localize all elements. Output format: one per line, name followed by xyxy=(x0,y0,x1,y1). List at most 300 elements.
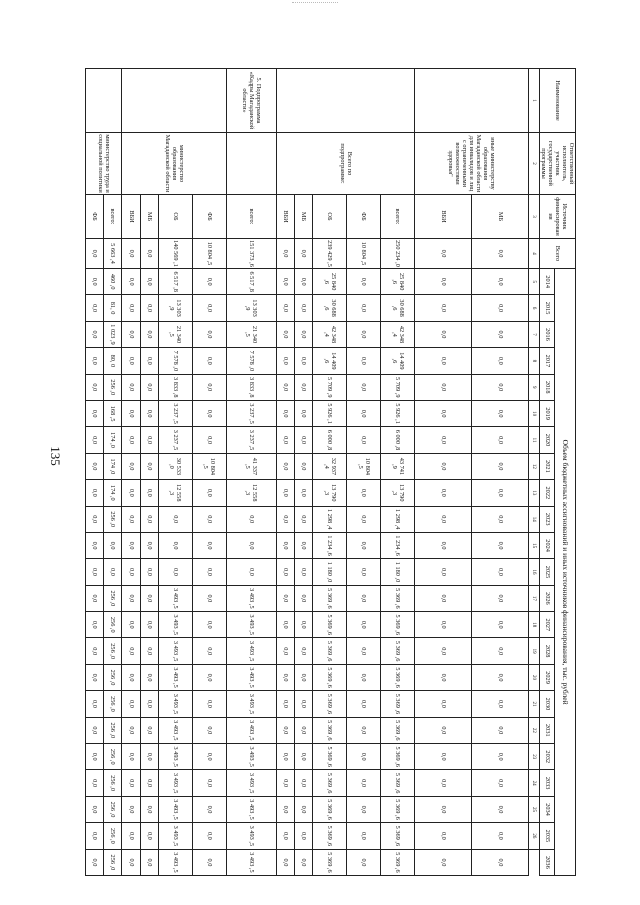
value-cell: 32 937 ,4 xyxy=(313,453,347,479)
value-cell: 0,0 xyxy=(472,532,529,558)
value-cell: 0,0 xyxy=(276,506,294,532)
value-cell: 0,0 xyxy=(276,453,294,479)
column-number: 25 xyxy=(529,796,540,822)
value-cell: 5 369 ,6 xyxy=(313,691,347,717)
value-cell: 3 493 ,5 xyxy=(158,691,192,717)
value-cell: 0,0 xyxy=(226,559,276,585)
value-cell: 0,0 xyxy=(86,823,104,849)
value-cell: 5 926 ,1 xyxy=(381,400,415,426)
value-cell: 0,0 xyxy=(295,453,313,479)
value-cell: 3 833 ,8 xyxy=(226,374,276,400)
value-cell: 3 493 ,5 xyxy=(158,638,192,664)
value-cell: 0,0 xyxy=(122,849,140,876)
value-cell: 0,0 xyxy=(192,717,226,743)
value-cell: 0,0 xyxy=(347,638,381,664)
value-cell: 0,0 xyxy=(86,295,104,321)
scan-mark xyxy=(292,2,338,6)
value-cell: 0,0 xyxy=(472,770,529,796)
value-cell: 0,0 xyxy=(86,849,104,876)
value-cell: 0,0 xyxy=(122,427,140,453)
value-cell: 0,0 xyxy=(276,532,294,558)
value-cell: 0,0 xyxy=(276,239,294,269)
page-number: 135 xyxy=(48,446,63,466)
column-number: 2 xyxy=(529,133,540,195)
column-number: 14 xyxy=(529,506,540,532)
value-cell: 0,0 xyxy=(276,295,294,321)
value-cell: 0,0 xyxy=(140,823,158,849)
header-total: Всего xyxy=(540,239,576,269)
value-cell: 0,0 xyxy=(347,849,381,876)
row-source: ОБ xyxy=(158,195,192,239)
year-header: 2023 xyxy=(540,506,555,532)
value-cell: 0,0 xyxy=(472,480,529,506)
column-number: 21 xyxy=(529,691,540,717)
value-cell: 0,0 xyxy=(276,321,294,347)
value-cell: 6 000 ,8 xyxy=(381,427,415,453)
value-cell: 0,0 xyxy=(347,612,381,638)
value-cell: 0,0 xyxy=(276,374,294,400)
value-cell: 0,0 xyxy=(140,612,158,638)
value-cell: 0,0 xyxy=(472,585,529,611)
value-cell: 6 517 ,8 xyxy=(226,269,276,295)
row-responsible: иные министерству образования Магаданской области для инвалидов и лиц с ограниченными возможностями здоровья" xyxy=(415,133,529,195)
row-program-name: 5. Подпрограмма «Кадры Магаданской области» xyxy=(226,69,276,133)
value-cell: 0,0 xyxy=(122,585,140,611)
value-cell: 0,0 xyxy=(295,559,313,585)
value-cell: 0,0 xyxy=(415,823,472,849)
value-cell: 0,0 xyxy=(295,717,313,743)
value-cell: 0,0 xyxy=(122,664,140,690)
value-cell: 25 840 ,6 xyxy=(381,269,415,295)
year-header: 2031 xyxy=(540,717,555,743)
row-responsible xyxy=(226,133,276,195)
year-header: 2029 xyxy=(540,664,555,690)
value-cell: 0,0 xyxy=(86,400,104,426)
year-header: 2026 xyxy=(540,585,555,611)
row-source: ФБ xyxy=(192,195,226,239)
value-cell: 3 493 ,5 xyxy=(158,664,192,690)
value-cell: 0,0 xyxy=(415,664,472,690)
value-cell: 25 840 ,6 xyxy=(313,269,347,295)
value-cell: 0,0 xyxy=(140,506,158,532)
value-cell: 0,0 xyxy=(122,506,140,532)
value-cell: 0,0 xyxy=(86,532,104,558)
value-cell: 0,0 xyxy=(86,239,104,269)
value-cell: 0,0 xyxy=(295,691,313,717)
column-number: 17 xyxy=(529,585,540,611)
value-cell: 0,0 xyxy=(226,506,276,532)
year-header: 2025 xyxy=(540,559,555,585)
value-cell: 0,0 xyxy=(295,506,313,532)
value-cell: 0,0 xyxy=(192,321,226,347)
value-cell: 10 804 ,5 xyxy=(347,453,381,479)
table-row xyxy=(226,69,276,876)
value-cell: 0,0 xyxy=(192,849,226,876)
year-header: 2030 xyxy=(540,691,555,717)
year-header: 2018 xyxy=(540,374,555,400)
value-cell: 5 369 ,6 xyxy=(381,796,415,822)
value-cell: 0,0 xyxy=(295,480,313,506)
value-cell: 0,0 xyxy=(86,348,104,374)
value-cell: 256 ,0 xyxy=(104,770,122,796)
value-cell: 0,0 xyxy=(347,295,381,321)
value-cell: 0,0 xyxy=(472,427,529,453)
value-cell: 1 023 ,9 xyxy=(104,321,122,347)
value-cell: 1 298 ,4 xyxy=(381,506,415,532)
value-cell: 0,0 xyxy=(276,427,294,453)
value-cell: 3 833 ,8 xyxy=(158,374,192,400)
value-cell: 0,0 xyxy=(472,295,529,321)
value-cell: 3 493 ,5 xyxy=(226,849,276,876)
value-cell: 0,0 xyxy=(86,638,104,664)
value-cell: 3 493 ,5 xyxy=(226,744,276,770)
value-cell: 5 369 ,6 xyxy=(313,796,347,822)
value-cell: 0,0 xyxy=(472,453,529,479)
value-cell: 0,0 xyxy=(472,849,529,876)
value-cell: 0,0 xyxy=(276,717,294,743)
value-cell: 0,0 xyxy=(472,664,529,690)
value-cell: 0,0 xyxy=(140,717,158,743)
row-program-name xyxy=(415,69,529,133)
value-cell: 0,0 xyxy=(192,427,226,453)
value-cell: 81, 0 xyxy=(104,295,122,321)
value-cell: 0,0 xyxy=(347,691,381,717)
value-cell: 256 ,0 xyxy=(104,506,122,532)
value-cell: 0,0 xyxy=(347,480,381,506)
value-cell: 13 790 ,3 xyxy=(381,480,415,506)
value-cell: 3 493 ,5 xyxy=(226,585,276,611)
value-cell: 0,0 xyxy=(415,427,472,453)
value-cell: 0,0 xyxy=(192,585,226,611)
value-cell: 250 234 ,0 xyxy=(381,239,415,269)
value-cell: 0,0 xyxy=(472,348,529,374)
value-cell: 3 237 ,5 xyxy=(158,400,192,426)
value-cell: 0,0 xyxy=(192,532,226,558)
value-cell: 0,0 xyxy=(472,717,529,743)
value-cell: 0,0 xyxy=(122,348,140,374)
year-header: 2016 xyxy=(540,321,555,347)
value-cell: 0,0 xyxy=(140,744,158,770)
value-cell: 5 369 ,6 xyxy=(381,717,415,743)
value-cell: 0,0 xyxy=(472,374,529,400)
value-cell: 0,0 xyxy=(472,638,529,664)
value-cell: 0,0 xyxy=(86,744,104,770)
value-cell: 0,0 xyxy=(104,532,122,558)
column-number: 16 xyxy=(529,559,540,585)
value-cell: 5 369 ,6 xyxy=(313,664,347,690)
row-program-name xyxy=(122,69,226,133)
value-cell: 0,0 xyxy=(347,585,381,611)
value-cell: 0,0 xyxy=(86,480,104,506)
value-cell: 5 369 ,6 xyxy=(381,585,415,611)
value-cell: 140 569 ,1 xyxy=(158,239,192,269)
column-number: 11 xyxy=(529,427,540,453)
value-cell: 0,0 xyxy=(276,664,294,690)
value-cell: 0,0 xyxy=(276,612,294,638)
row-responsible: министерство образования Магаданской области xyxy=(122,133,226,195)
value-cell: 30 688 ,6 xyxy=(381,295,415,321)
value-cell: 0,0 xyxy=(192,295,226,321)
value-cell: 0,0 xyxy=(295,849,313,876)
value-cell: 13 303 ,9 xyxy=(226,295,276,321)
value-cell: 0,0 xyxy=(276,691,294,717)
value-cell: 151 373 ,6 xyxy=(226,239,276,269)
column-number: 15 xyxy=(529,532,540,558)
value-cell: 5 369 ,6 xyxy=(381,638,415,664)
value-cell: 0,0 xyxy=(192,744,226,770)
value-cell: 3 493 ,5 xyxy=(158,849,192,876)
row-source: ВБИ xyxy=(122,195,140,239)
column-number-row xyxy=(529,69,540,876)
value-cell: 0,0 xyxy=(192,796,226,822)
value-cell: 256 ,0 xyxy=(104,585,122,611)
value-cell: 3 237 ,5 xyxy=(158,427,192,453)
value-cell: 3 493 ,5 xyxy=(226,612,276,638)
year-header: 2024 xyxy=(540,532,555,558)
value-cell: 0,0 xyxy=(140,453,158,479)
value-cell: 13 303 ,9 xyxy=(158,295,192,321)
column-number: 23 xyxy=(529,744,540,770)
value-cell: 0,0 xyxy=(472,321,529,347)
value-cell: 0,0 xyxy=(140,638,158,664)
value-cell: 0,0 xyxy=(415,770,472,796)
value-cell: 0,0 xyxy=(415,506,472,532)
value-cell: 0,0 xyxy=(415,559,472,585)
value-cell: 0,0 xyxy=(192,638,226,664)
value-cell: 0,0 xyxy=(472,559,529,585)
value-cell: 12 558 ,3 xyxy=(226,480,276,506)
value-cell: 0,0 xyxy=(415,480,472,506)
header-name: Наименование xyxy=(540,69,576,133)
value-cell: 5 709 ,9 xyxy=(313,374,347,400)
value-cell: 0,0 xyxy=(122,295,140,321)
value-cell: 0,0 xyxy=(86,691,104,717)
value-cell: 42 348 ,4 xyxy=(313,321,347,347)
value-cell: 21 340 ,5 xyxy=(158,321,192,347)
value-cell: 3 493 ,5 xyxy=(158,823,192,849)
value-cell: 174 ,0 xyxy=(104,427,122,453)
table-row xyxy=(192,69,226,876)
value-cell: 3 237 ,5 xyxy=(226,427,276,453)
value-cell: 80, 0 xyxy=(104,348,122,374)
value-cell: 0,0 xyxy=(415,585,472,611)
value-cell: 256 ,0 xyxy=(104,612,122,638)
value-cell: 0,0 xyxy=(276,823,294,849)
row-source: ВБИ xyxy=(415,195,472,239)
column-number: 20 xyxy=(529,664,540,690)
year-header: 2014 xyxy=(540,269,555,295)
value-cell: 0,0 xyxy=(122,823,140,849)
value-cell: 0,0 xyxy=(472,691,529,717)
value-cell: 0,0 xyxy=(295,348,313,374)
value-cell: 0,0 xyxy=(122,612,140,638)
row-source: ОБ xyxy=(313,195,347,239)
value-cell: 0,0 xyxy=(276,400,294,426)
header-caption: Объем бюджетных ассигнований и иных источников финансирования, тыс. рублей xyxy=(555,269,576,876)
value-cell: 5 926 ,1 xyxy=(313,400,347,426)
year-header: 2017 xyxy=(540,348,555,374)
value-cell: 0,0 xyxy=(86,585,104,611)
value-cell: 30 688 ,6 xyxy=(313,295,347,321)
year-header: 2022 xyxy=(540,480,555,506)
value-cell: 0,0 xyxy=(140,559,158,585)
value-cell: 5 369 ,6 xyxy=(313,612,347,638)
value-cell: 0,0 xyxy=(347,770,381,796)
value-cell: 5 369 ,6 xyxy=(381,823,415,849)
column-number: 10 xyxy=(529,400,540,426)
value-cell: 256 ,0 xyxy=(104,374,122,400)
value-cell: 0,0 xyxy=(140,770,158,796)
value-cell: 1 180 ,0 xyxy=(381,559,415,585)
value-cell: 0,0 xyxy=(295,612,313,638)
value-cell: 5 369 ,6 xyxy=(313,770,347,796)
value-cell: 0,0 xyxy=(472,823,529,849)
year-header: 2035 xyxy=(540,823,555,849)
value-cell: 6 517 ,8 xyxy=(158,269,192,295)
value-cell: 0,0 xyxy=(415,717,472,743)
value-cell: 3 493 ,5 xyxy=(226,770,276,796)
value-cell: 256 ,0 xyxy=(104,638,122,664)
row-source: всего: xyxy=(226,195,276,239)
value-cell: 0,0 xyxy=(86,664,104,690)
value-cell: 0,0 xyxy=(122,717,140,743)
value-cell: 0,0 xyxy=(472,400,529,426)
value-cell: 0,0 xyxy=(347,321,381,347)
value-cell: 0,0 xyxy=(276,744,294,770)
value-cell: 13 790 ,3 xyxy=(313,480,347,506)
row-source: всего: xyxy=(104,195,122,239)
value-cell: 3 493 ,5 xyxy=(226,717,276,743)
value-cell: 0,0 xyxy=(415,269,472,295)
value-cell: 0,0 xyxy=(347,744,381,770)
column-number: 6 xyxy=(529,295,540,321)
value-cell: 256 ,0 xyxy=(104,717,122,743)
value-cell: 0,0 xyxy=(472,612,529,638)
value-cell: 0,0 xyxy=(192,770,226,796)
value-cell: 0,0 xyxy=(276,269,294,295)
header-responsible: Ответственный исполнитель, участник государственной программы xyxy=(540,133,576,195)
year-header: 2028 xyxy=(540,638,555,664)
value-cell: 0,0 xyxy=(122,638,140,664)
value-cell: 0,0 xyxy=(122,269,140,295)
value-cell: 0,0 xyxy=(140,239,158,269)
value-cell: 0,0 xyxy=(192,269,226,295)
value-cell: 21 340 ,5 xyxy=(226,321,276,347)
value-cell: 5 369 ,6 xyxy=(313,638,347,664)
year-header: 2034 xyxy=(540,796,555,822)
value-cell: 0,0 xyxy=(276,348,294,374)
value-cell: 0,0 xyxy=(347,823,381,849)
value-cell: 5 663 ,4 xyxy=(104,239,122,269)
value-cell: 0,0 xyxy=(347,664,381,690)
value-cell: 7 578 ,0 xyxy=(158,348,192,374)
value-cell: 0,0 xyxy=(276,585,294,611)
value-cell: 0,0 xyxy=(140,664,158,690)
value-cell: 0,0 xyxy=(347,717,381,743)
value-cell: 0,0 xyxy=(158,559,192,585)
value-cell: 3 493 ,5 xyxy=(158,717,192,743)
value-cell: 0,0 xyxy=(347,427,381,453)
value-cell: 0,0 xyxy=(415,374,472,400)
row-source: всего: xyxy=(381,195,415,239)
value-cell: 1 234 ,6 xyxy=(381,532,415,558)
value-cell: 0,0 xyxy=(415,849,472,876)
financing-table xyxy=(85,68,576,876)
value-cell: 0,0 xyxy=(140,480,158,506)
value-cell: 0,0 xyxy=(415,532,472,558)
rotated-table-container xyxy=(88,68,576,876)
value-cell: 460 ,0 xyxy=(104,269,122,295)
value-cell: 3 493 ,5 xyxy=(158,796,192,822)
value-cell: 0,0 xyxy=(347,348,381,374)
value-cell: 5 369 ,6 xyxy=(381,770,415,796)
year-header: 2021 xyxy=(540,453,555,479)
row-responsible: Всего по подпрограмме: xyxy=(276,133,415,195)
value-cell: 0,0 xyxy=(158,532,192,558)
column-number: 13 xyxy=(529,480,540,506)
column-number: 9 xyxy=(529,374,540,400)
value-cell: 256 ,0 xyxy=(104,691,122,717)
value-cell: 0,0 xyxy=(295,269,313,295)
value-cell: 239 429 ,5 xyxy=(313,239,347,269)
row-program-name xyxy=(86,69,122,133)
value-cell: 5 369 ,6 xyxy=(381,612,415,638)
value-cell: 3 493 ,5 xyxy=(158,770,192,796)
value-cell: 0,0 xyxy=(295,295,313,321)
row-source: МБ xyxy=(140,195,158,239)
value-cell: 0,0 xyxy=(415,239,472,269)
column-number: 4 xyxy=(529,239,540,269)
value-cell: 3 493 ,5 xyxy=(226,664,276,690)
year-header: 2015 xyxy=(540,295,555,321)
value-cell: 43 741 ,9 xyxy=(381,453,415,479)
value-cell: 0,0 xyxy=(295,585,313,611)
value-cell: 5 369 ,6 xyxy=(381,691,415,717)
value-cell: 0,0 xyxy=(86,506,104,532)
value-cell: 0,0 xyxy=(122,239,140,269)
value-cell: 0,0 xyxy=(192,348,226,374)
value-cell: 5 369 ,6 xyxy=(313,717,347,743)
value-cell: 3 493 ,5 xyxy=(158,612,192,638)
value-cell: 5 369 ,6 xyxy=(381,744,415,770)
value-cell: 6 000 ,8 xyxy=(313,427,347,453)
value-cell: 30 533 ,0 xyxy=(158,453,192,479)
value-cell: 0,0 xyxy=(226,532,276,558)
value-cell: 0,0 xyxy=(276,796,294,822)
value-cell: 0,0 xyxy=(347,559,381,585)
value-cell: 0,0 xyxy=(140,532,158,558)
value-cell: 0,0 xyxy=(415,796,472,822)
value-cell: 12 558 ,3 xyxy=(158,480,192,506)
row-source: МБ xyxy=(295,195,313,239)
value-cell: 0,0 xyxy=(86,321,104,347)
value-cell: 0,0 xyxy=(140,691,158,717)
value-cell: 0,0 xyxy=(415,612,472,638)
value-cell: 0,0 xyxy=(415,295,472,321)
value-cell: 0,0 xyxy=(276,638,294,664)
value-cell: 0,0 xyxy=(122,400,140,426)
value-cell: 0,0 xyxy=(347,506,381,532)
column-number: 18 xyxy=(529,612,540,638)
value-cell: 0,0 xyxy=(122,691,140,717)
value-cell: 256 ,0 xyxy=(104,744,122,770)
year-header: 2019 xyxy=(540,400,555,426)
value-cell: 3 237 ,5 xyxy=(226,400,276,426)
column-number: 1 xyxy=(529,69,540,133)
value-cell: 0,0 xyxy=(140,374,158,400)
column-number: 12 xyxy=(529,453,540,479)
value-cell: 1 298 ,4 xyxy=(313,506,347,532)
